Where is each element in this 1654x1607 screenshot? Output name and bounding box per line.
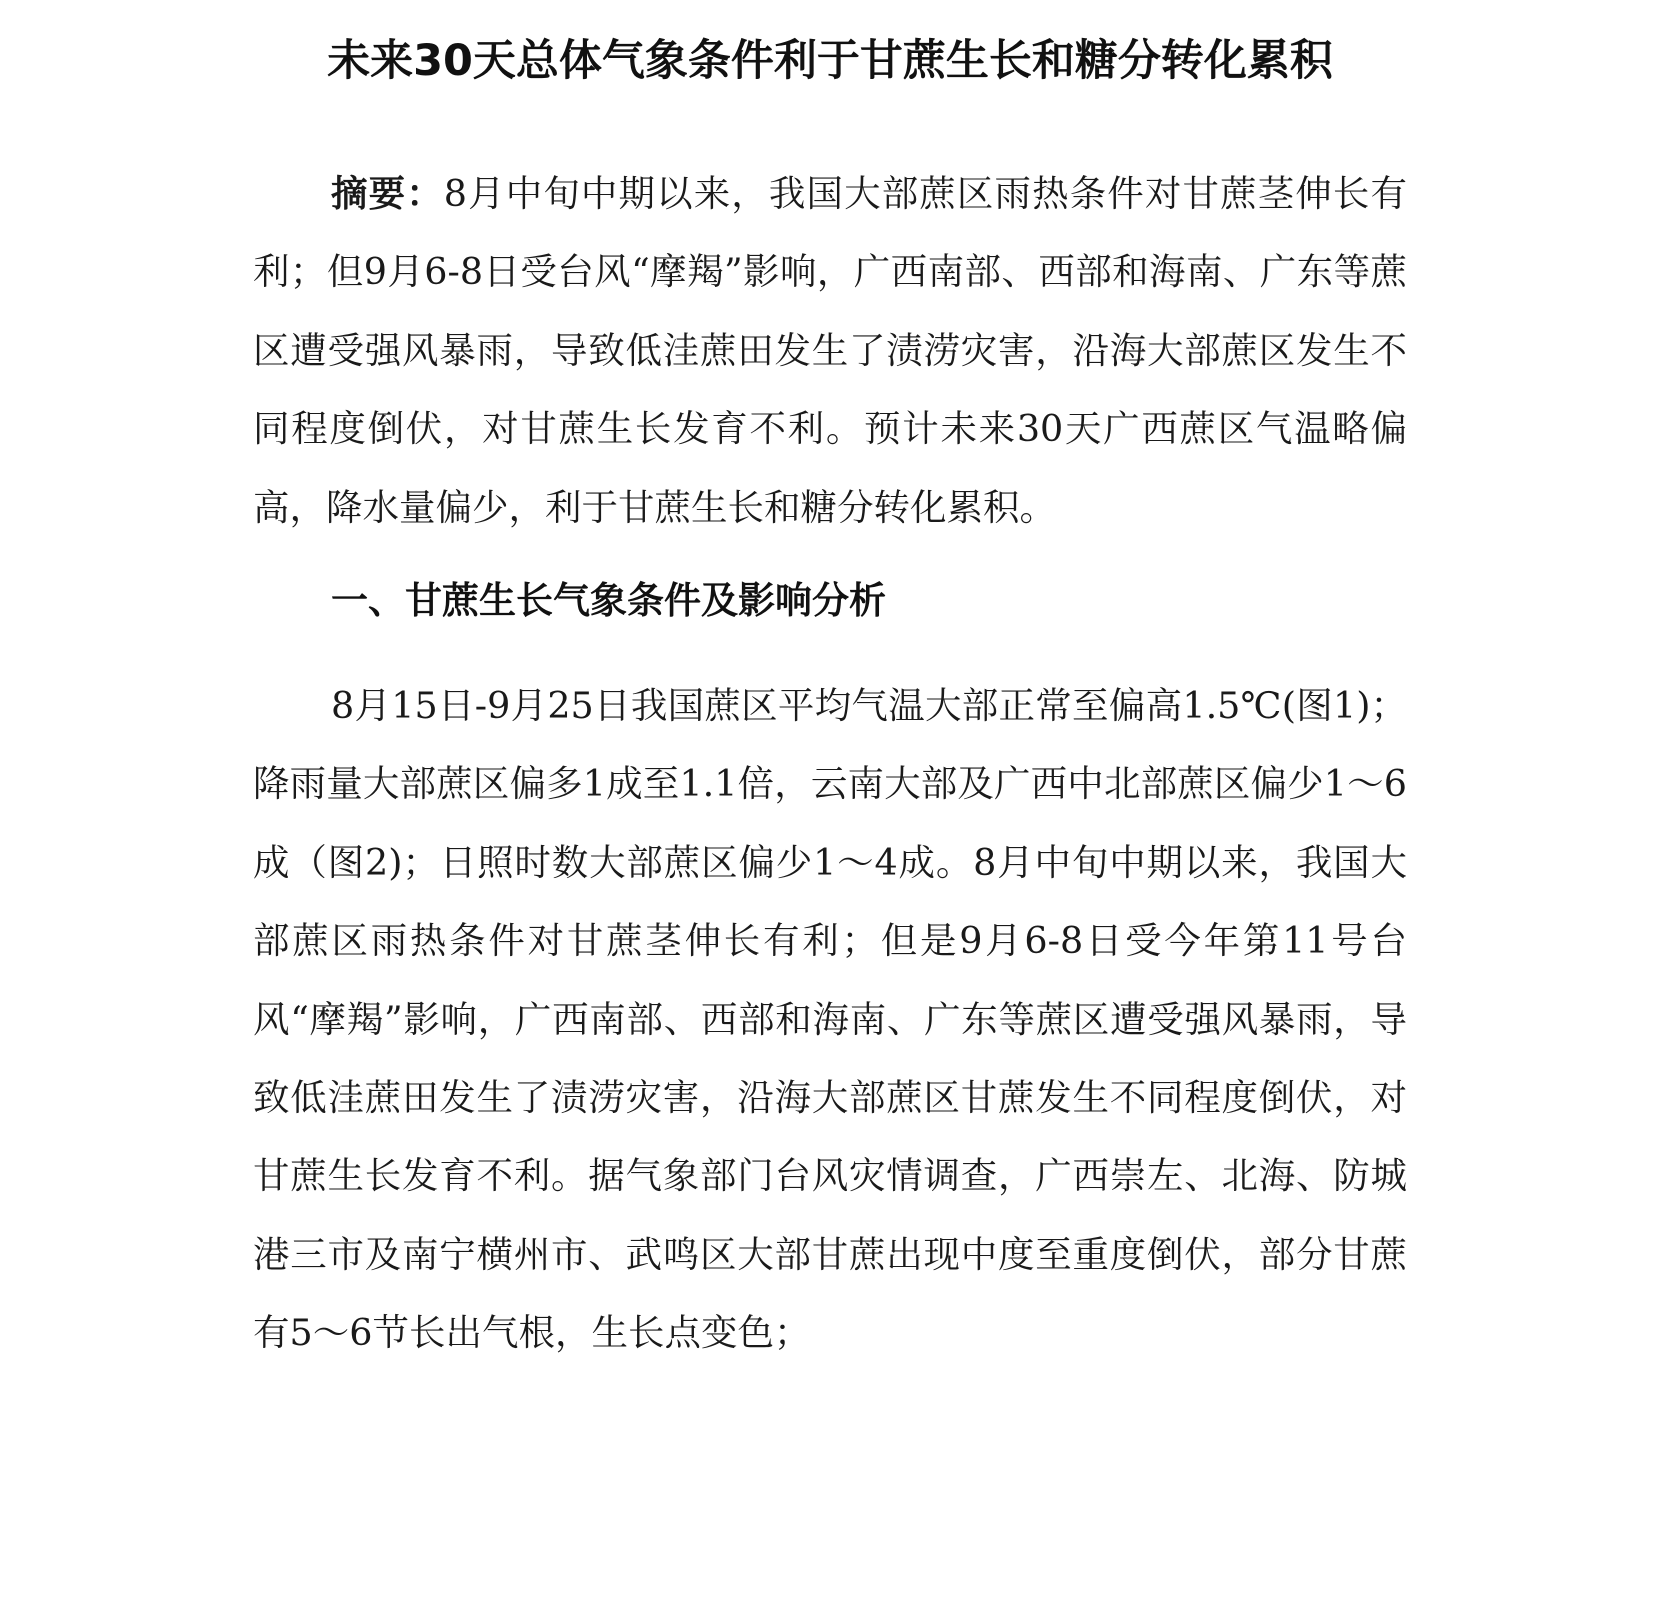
body-paragraph: 8月15日-9月25日我国蔗区平均气温大部正常至偏高1.5℃(图1)；降雨量大部蔗区偏多1成至1.1倍，云南大部及广西中北部蔗区偏少1～6成（图2)；日照时数大部蔗区偏少1～4成。8月中旬中期以来，我国大部蔗区雨热条件对甘蔗茎伸长有利；但是9月6-8日受今年第11号台风“摩羯”影响，广西南部、西部和海南、广东等蔗区遭受强风暴雨，导致低洼蔗田发生了渍涝灾害，沿海大部蔗区甘蔗发生不同程度倒伏，对甘蔗生长发育不利。据气象部门台风灾情调查，广西崇左、北海、防城港三市及南宁横州市、武鸣区大部甘蔗出现中度至重度倒伏，部分甘蔗有5～6节长出气根，生长点变色； xyxy=(253,684,1407,1355)
section-heading: 一、甘蔗生长气象条件及影响分析 xyxy=(331,579,886,622)
abstract-paragraph xyxy=(253,155,1407,547)
abstract-label: 摘要： xyxy=(331,172,444,215)
document-title: 未来30天总体气象条件利于甘蔗生长和糖分转化累积 xyxy=(327,36,1333,86)
abstract-text: 8月中旬中期以来，我国大部蔗区雨热条件对甘蔗茎伸长有利；但9月6-8日受台风“摩羯”影响，广西南部、西部和海南、广东等蔗区遭受强风暴雨，导致低洼蔗田发生了渍涝灾害，沿海大部蔗区发生不同程度倒伏，对甘蔗生长发育不利。预计未来30天广西蔗区气温略偏高，降水量偏少，利于甘蔗生长和糖分转化累积。 xyxy=(253,172,1407,529)
